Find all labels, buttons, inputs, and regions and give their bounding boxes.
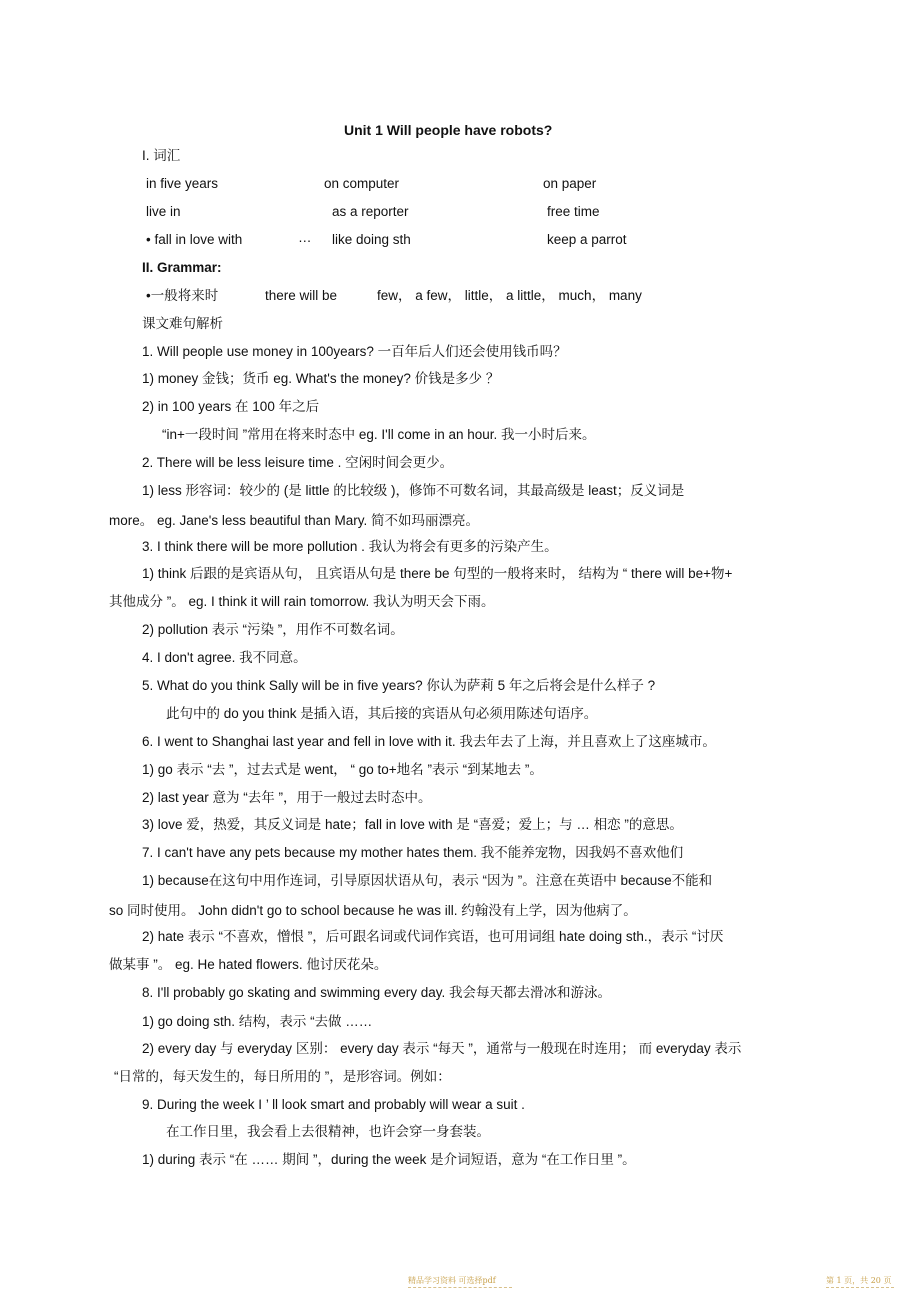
vocab-item: live in bbox=[146, 204, 181, 219]
text-line: 2) pollution 表示 “污染 ”，用作不可数名词。 bbox=[142, 622, 404, 637]
text-line: 2. There will be less leisure time . 空闲时间会更少。 bbox=[142, 455, 454, 470]
grammar-heading: II. Grammar: bbox=[142, 260, 222, 275]
text-line: 其他成分 ”。 eg. I think it will rain tomorrow. 我认为明天会下雨。 bbox=[109, 594, 495, 609]
text-line: 2) in 100 years 在 100 年之后 bbox=[142, 399, 320, 414]
text-line: 9. During the week I ’ ll look smart and probably will wear a suit . bbox=[142, 1097, 525, 1112]
text-line: 1) less 形容词：较少的 (是 little 的比较级 )，修饰不可数名词，其最高级是 least；反义词是 bbox=[142, 483, 685, 498]
text-line: so 同时使用。 John didn't go to school because he was ill. 约翰没有上学，因为他病了。 bbox=[109, 903, 637, 918]
text-line: 1) money 金钱；货币 eg. What's the money? 价钱是多少 ？ bbox=[142, 371, 500, 386]
text-line: 4. I don't agree. 我不同意。 bbox=[142, 650, 307, 665]
text-line: 2) every day 与 everyday 区别： every day 表示 “每天 ”，通常与一般现在时连用； 而 everyday 表示 bbox=[142, 1041, 742, 1056]
text-line: 此句中的 do you think 是插入语，其后接的宾语从句必须用陈述句语序。 bbox=[166, 706, 598, 721]
text-line: “in+一段时间 ”常用在将来时态中 eg. I'll come in an hour. 我一小时后来。 bbox=[162, 427, 596, 442]
vocab-item: like doing sth bbox=[332, 232, 411, 247]
text-line: 做某事 ”。 eg. He hated flowers. 他讨厌花朵。 bbox=[109, 957, 388, 972]
page-title: Unit 1 Will people have robots? bbox=[344, 122, 553, 138]
footer-page-number: 第 1 页，共 20 页 bbox=[826, 1276, 892, 1285]
vocab-item: keep a parrot bbox=[547, 232, 627, 247]
text-line: 2) hate 表示 “不喜欢，憎恨 ”，后可跟名词或代词作宾语，也可用词组 hate doing sth.，表示 “讨厌 bbox=[142, 929, 724, 944]
footer-divider bbox=[826, 1287, 894, 1288]
grammar-item: there will be bbox=[265, 288, 338, 303]
grammar-item: •一般将来时 bbox=[146, 288, 219, 303]
text-line: 1) during 表示 “在 …… 期间 ”，during the week 是介词短语，意为 “在工作日里 ”。 bbox=[142, 1152, 636, 1167]
vocab-item: … bbox=[298, 230, 312, 245]
text-line: 7. I can't have any pets because my mother hates them. 我不能养宠物，因我妈不喜欢他们 bbox=[142, 845, 684, 860]
text-line: more。 eg. Jane's less beautiful than Mary. 简不如玛丽漂亮。 bbox=[109, 513, 479, 528]
vocab-item: on paper bbox=[543, 176, 597, 191]
text-line: 1) because在这句中用作连词，引导原因状语从句，表示 “因为 ”。注意在英语中 because不能和 bbox=[142, 873, 713, 888]
vocab-heading: I. 词汇 bbox=[142, 148, 181, 163]
text-line: 1. Will people use money in 100years? 一百年后人们还会使用钱币吗？ bbox=[142, 344, 567, 359]
vocab-item: in five years bbox=[146, 176, 219, 191]
text-line: 1) go 表示 “去 ”，过去式是 went， “ go to+地名 ”表示 “到某地去 ”。 bbox=[142, 762, 543, 777]
vocab-item: • fall in love with bbox=[146, 232, 243, 247]
text-line: 3) love 爱，热爱，其反义词是 hate；fall in love with 是 “喜爱；爱上；与 … 相恋 ”的意思。 bbox=[142, 817, 683, 832]
grammar-item: few， a few， little， a little， much， many bbox=[377, 288, 642, 303]
text-line: 6. I went to Shanghai last year and fell in love with it. 我去年去了上海，并且喜欢上了这座城市。 bbox=[142, 734, 716, 749]
text-line: 1) go doing sth. 结构，表示 “去做 …… bbox=[142, 1014, 373, 1029]
text-line: 5. What do you think Sally will be in five years? 你认为萨莉 5 年之后将会是什么样子 ? bbox=[142, 678, 656, 693]
text-line: 8. I'll probably go skating and swimming every day. 我会每天都去滑冰和游泳。 bbox=[142, 985, 611, 1000]
vocab-item: as a reporter bbox=[332, 204, 409, 219]
vocab-item: free time bbox=[547, 204, 600, 219]
analysis-heading: 课文难句解析 bbox=[142, 316, 223, 331]
footer-left: 精品学习资料 可选择pdf bbox=[408, 1276, 496, 1285]
text-line: 2) last year 意为 “去年 ”，用于一般过去时态中。 bbox=[142, 790, 432, 805]
text-line: 1) think 后跟的是宾语从句， 且宾语从句是 there be 句型的一般将来时， 结构为 “ there will be+物+ bbox=[142, 566, 733, 581]
text-line: “日常的，每天发生的，每日所用的 ”，是形容词。例如： bbox=[114, 1069, 451, 1084]
vocab-item: on computer bbox=[324, 176, 400, 191]
text-line: 在工作日里，我会看上去很精神，也许会穿一身套装。 bbox=[166, 1124, 490, 1139]
footer-divider bbox=[408, 1287, 512, 1288]
text-line: 3. I think there will be more pollution . 我认为将会有更多的污染产生。 bbox=[142, 539, 558, 554]
